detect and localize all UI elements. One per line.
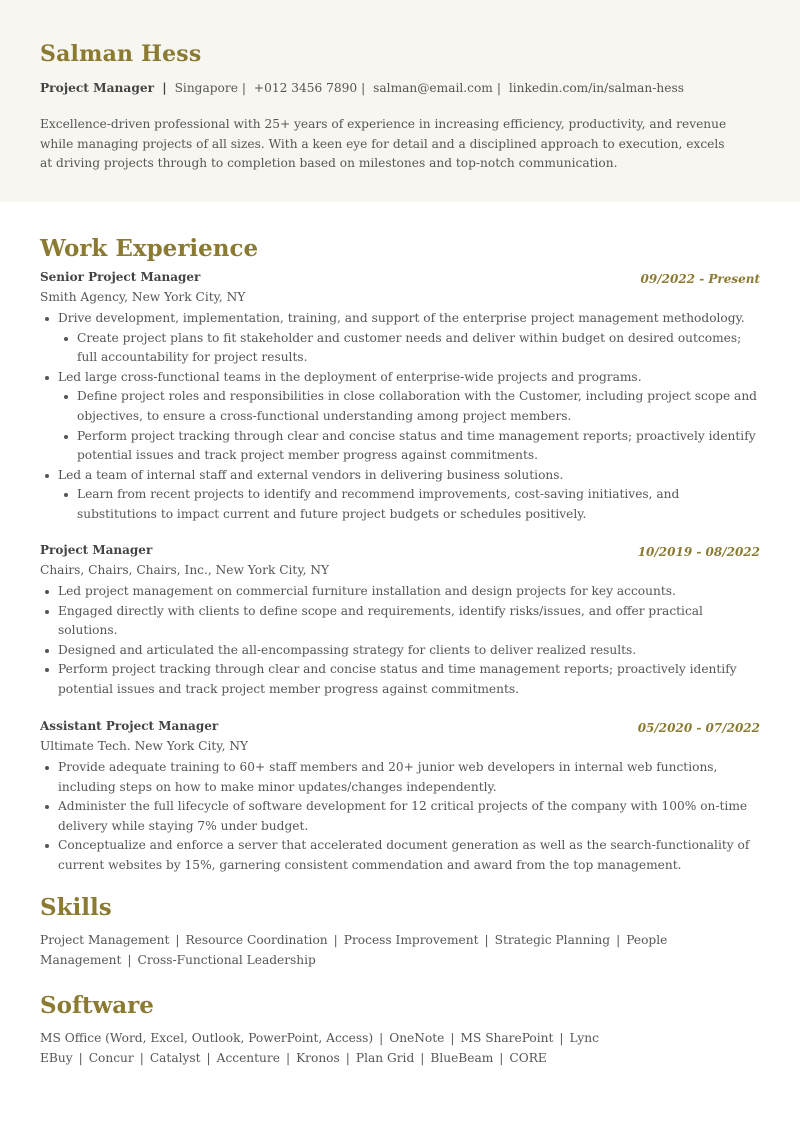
contact-line: Project Manager | Singapore | +012 3456 7890 | salman@email.com | linkedin.com/in/salman-hess (40, 81, 684, 95)
separator: | (450, 1031, 455, 1045)
list-item: Kronos (296, 1050, 340, 1065)
list-item: Plan Grid (355, 1050, 415, 1065)
list-item: Concur (88, 1050, 134, 1065)
bullet-item: Led a team of internal staff and external vendors in delivering business solutions. (40, 466, 760, 486)
job-company: Chairs, Chairs, Chairs, Inc., New York City, NY (40, 563, 330, 577)
separator: | (559, 1031, 564, 1045)
separator: | (78, 1050, 83, 1065)
job-company: Smith Agency, New York City, NY (40, 290, 246, 304)
separator: | (379, 1031, 384, 1045)
job-title: Assistant Project Manager (40, 719, 219, 733)
list-item: Lync EBuy (40, 1031, 599, 1065)
job-bullets (40, 582, 760, 700)
contact-email[interactable]: salman@email.com (373, 81, 493, 95)
skills-list (40, 931, 740, 970)
separator: | (285, 1050, 291, 1065)
list-item: OneNote (389, 1031, 445, 1045)
list-item: Cross-Functional Leadership (137, 952, 316, 967)
separator: | (206, 1050, 211, 1065)
separator: | (484, 933, 489, 947)
list-item: People Management (40, 933, 668, 967)
separator: | (139, 1050, 144, 1065)
list-item: Resource Coordination (185, 933, 328, 947)
list-item: CORE (509, 1050, 547, 1065)
contact-location: Singapore (174, 81, 238, 95)
bullet-item: Provide adequate training to 60+ staff members and 20+ junior web developers in internal web functions, including steps on how to make minor updates/changes independently. (40, 758, 760, 797)
separator: | (127, 952, 132, 967)
separator: | (616, 933, 621, 947)
contact-linkedin[interactable]: linkedin.com/in/salman-hess (508, 81, 684, 95)
separator: | (175, 933, 180, 947)
sub-bullet-item: Create project plans to fit stakeholder and customer needs and deliver within budget on desired outcomes; full accountability for project results. (40, 329, 760, 368)
list-item: Catalyst (149, 1050, 201, 1065)
sub-bullet-item: Define project roles and responsibilities in close collaboration with the Customer, including project scope and objectives, to ensure a cross-functional understanding among project members. (40, 387, 760, 426)
contact-phone: +012 3456 7890 (253, 81, 358, 95)
resume-header (0, 0, 800, 202)
list-item: MS SharePoint (460, 1031, 554, 1045)
job-date: 09/2022 - Present (640, 272, 760, 286)
separator: | (333, 933, 338, 947)
sub-bullet-item: Perform project tracking through clear and concise status and time management reports; proactively identify potential issues and track project member progress against commitments. (40, 427, 760, 466)
list-item: Process Improvement (343, 933, 479, 947)
list-item: Strategic Planning (494, 933, 611, 947)
bullet-item: Drive development, implementation, training, and support of the enterprise project management methodology. (40, 309, 760, 329)
separator: | (499, 1050, 504, 1065)
job-title: Project Manager (40, 543, 153, 557)
job-entry-3 (40, 719, 760, 879)
bullet-item: Administer the full lifecycle of software development for 12 critical projects of the company with 100% on-time delivery while staying 7% under budget. (40, 797, 760, 836)
list-item: BlueBeam (430, 1050, 494, 1065)
job-entry-1 (40, 270, 760, 530)
professional-summary: Excellence-driven professional with 25+ years of experience in increasing efficiency, productivity, and revenue while managing projects of all sizes. With a keen eye for detail and a disciplined approach to execution, excels at driving projects through to completion based on milestones and top-notch communication. (40, 117, 727, 171)
separator: | (420, 1050, 425, 1065)
software-list (40, 1029, 740, 1068)
bullet-item: Designed and articulated the all-encompassing strategy for clients to deliver realized results. (40, 641, 760, 661)
job-company: Ultimate Tech. New York City, NY (40, 739, 249, 753)
software-heading: Software (40, 992, 154, 1019)
bullet-item: Led large cross-functional teams in the deployment of enterprise-wide projects and programs. (40, 368, 760, 388)
sub-bullet-item: Learn from recent projects to identify and recommend improvements, cost-saving initiatives, and substitutions to impact current and future project budgets or schedules positively. (40, 485, 760, 524)
list-item: Project Management (40, 933, 170, 947)
candidate-role: Project Manager (40, 81, 155, 95)
bullet-item: Conceptualize and enforce a server that accelerated document generation as well as the search-functionality of current websites by 15%, garnering consistent commendation and award from the top management. (40, 836, 760, 875)
candidate-name: Salman Hess (40, 41, 202, 67)
job-date: 10/2019 - 08/2022 (637, 545, 760, 559)
list-item: MS Office (Word, Excel, Outlook, PowerPoint, Access) (40, 1031, 374, 1045)
job-bullets (40, 309, 760, 525)
bullet-item: Led project management on commercial furniture installation and design projects for key accounts. (40, 582, 760, 602)
separator: | (345, 1050, 350, 1065)
bullet-item: Perform project tracking through clear and concise status and time management reports; proactively identify potential issues and track project member progress against commitments. (40, 660, 760, 699)
bullet-item: Engaged directly with clients to define scope and requirements, identify risks/issues, and offer practical solutions. (40, 602, 760, 641)
job-entry-2 (40, 543, 760, 696)
job-title: Senior Project Manager (40, 270, 201, 284)
skills-heading: Skills (40, 894, 112, 921)
job-bullets (40, 758, 760, 876)
work-experience-heading: Work Experience (40, 235, 259, 262)
job-date: 05/2020 - 07/2022 (637, 721, 760, 735)
list-item: Accenture (216, 1050, 280, 1065)
